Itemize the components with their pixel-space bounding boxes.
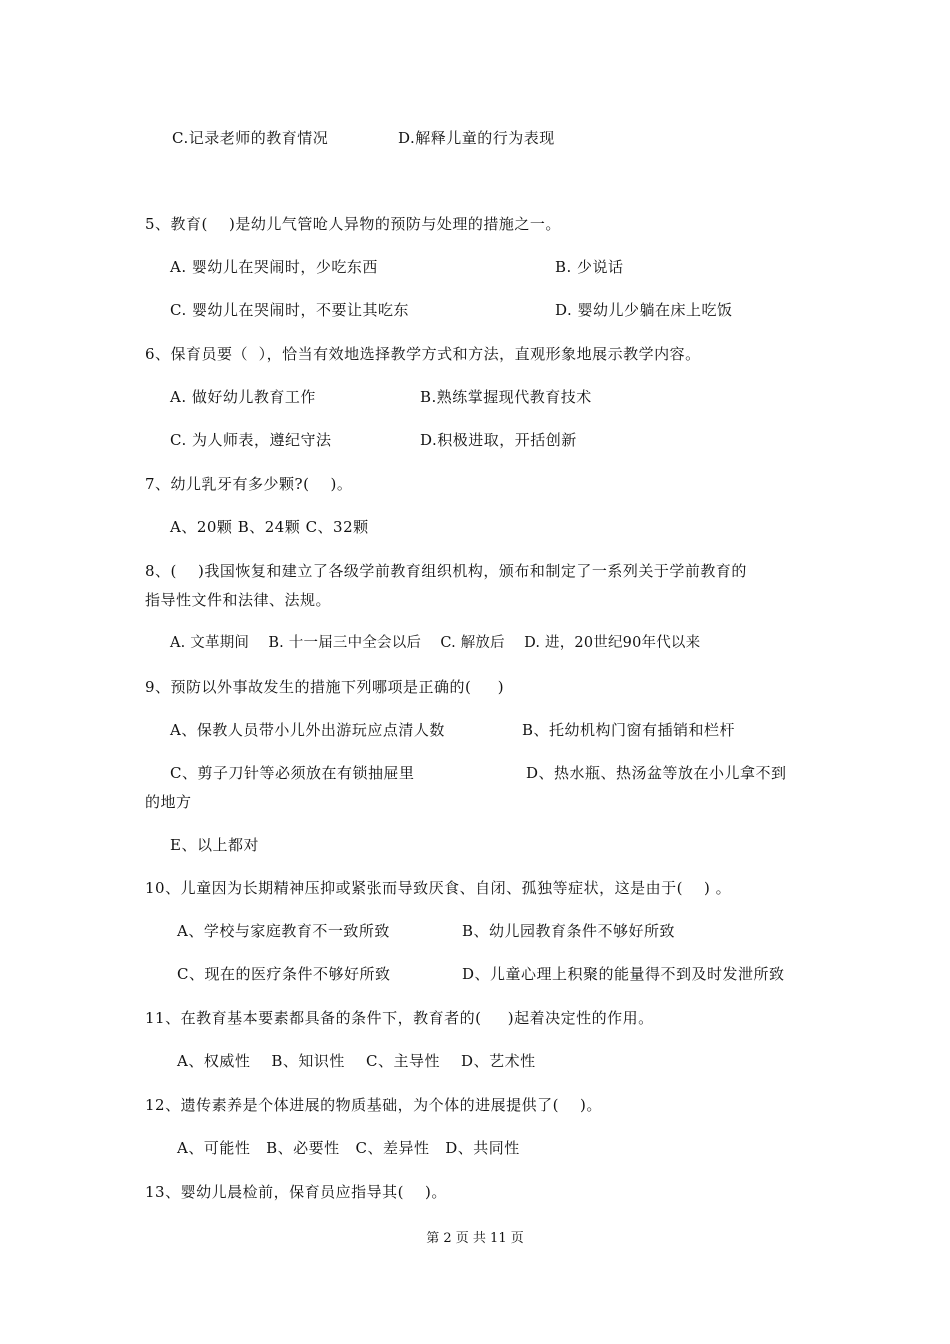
question-8-stem-line-1: 8、( )我国恢复和建立了各级学前教育组织机构，颁布和制定了一系列关于学前教育的 [145, 562, 747, 580]
question-10-option-d: D、儿童心理上积聚的能量得不到及时发泄所致 [462, 965, 785, 983]
question-12-stem: 12、遗传素养是个体进展的物质基础，为个体的进展提供了( )。 [145, 1096, 602, 1114]
question-10-stem: 10、儿童因为长期精神压抑或紧张而导致厌食、自闭、孤独等症状，这是由于( ) 。 [145, 879, 732, 897]
question-9-option-e: E、以上都对 [170, 836, 259, 854]
question-5-option-a: A. 婴幼儿在哭闹时，少吃东西 [170, 258, 378, 276]
question-9-option-d-line-1: D、热水瓶、热汤盆等放在小儿拿不到 [526, 764, 787, 782]
question-11-stem: 11、在教育基本要素都具备的条件下，教育者的( )起着决定性的作用。 [145, 1009, 654, 1027]
question-8-stem-line-2: 指导性文件和法律、法规。 [145, 591, 332, 609]
question-13-stem: 13、婴幼儿晨检前，保育员应指导其( )。 [145, 1183, 447, 1201]
question-5-option-d: D. 婴幼儿少躺在床上吃饭 [555, 301, 733, 319]
question-9-option-d-line-2: 的地方 [145, 793, 192, 811]
question-10-option-c: C、现在的医疗条件不够好所致 [177, 965, 391, 983]
question-9-option-a: A、保教人员带小儿外出游玩应点清人数 [170, 721, 445, 739]
question-9-option-b: B、托幼机构门窗有插销和栏杆 [522, 721, 736, 739]
partial-option-d: D.解释儿童的行为表现 [398, 129, 555, 147]
question-10-option-b: B、幼儿园教育条件不够好所致 [462, 922, 676, 940]
question-6-option-c: C. 为人师表，遵纪守法 [170, 431, 332, 449]
question-6-option-b: B.熟练掌握现代教育技术 [420, 388, 592, 406]
question-6-stem: 6、保育员要（ ），恰当有效地选择教学方式和方法，直观形象地展示教学内容。 [145, 345, 701, 363]
question-6-option-a: A. 做好幼儿教育工作 [170, 388, 316, 406]
question-10-option-a: A、学校与家庭教育不一致所致 [177, 922, 390, 940]
question-7-stem: 7、幼儿乳牙有多少颗?( )。 [145, 475, 353, 493]
question-12-options: A、可能性 B、必要性 C、差异性 D、共同性 [177, 1139, 520, 1157]
question-5-option-c: C. 婴幼儿在哭闹时，不要让其吃东 [170, 301, 409, 319]
page-number-footer: 第 2 页 共 11 页 [426, 1231, 524, 1246]
question-9-option-c: C、剪子刀针等必须放在有锁抽屉里 [170, 764, 415, 782]
question-8-options: A. 文革期间 B. 十一届三中全会以后 C. 解放后 D. 进，20世纪90年代以来 [170, 635, 701, 651]
partial-option-c: C.记录老师的教育情况 [172, 129, 329, 147]
question-6-option-d: D.积极进取，开括创新 [420, 431, 577, 449]
question-11-options: A、权威性 B、知识性 C、主导性 D、艺术性 [177, 1052, 536, 1070]
question-5-option-b: B. 少说话 [555, 258, 624, 276]
question-9-stem: 9、预防以外事故发生的措施下列哪项是正确的( ) [145, 678, 505, 696]
question-5-stem: 5、教育( )是幼儿气管呛人异物的预防与处理的措施之一。 [145, 215, 561, 233]
question-7-options: A、20颗 B、24颗 C、32颗 [170, 518, 369, 536]
